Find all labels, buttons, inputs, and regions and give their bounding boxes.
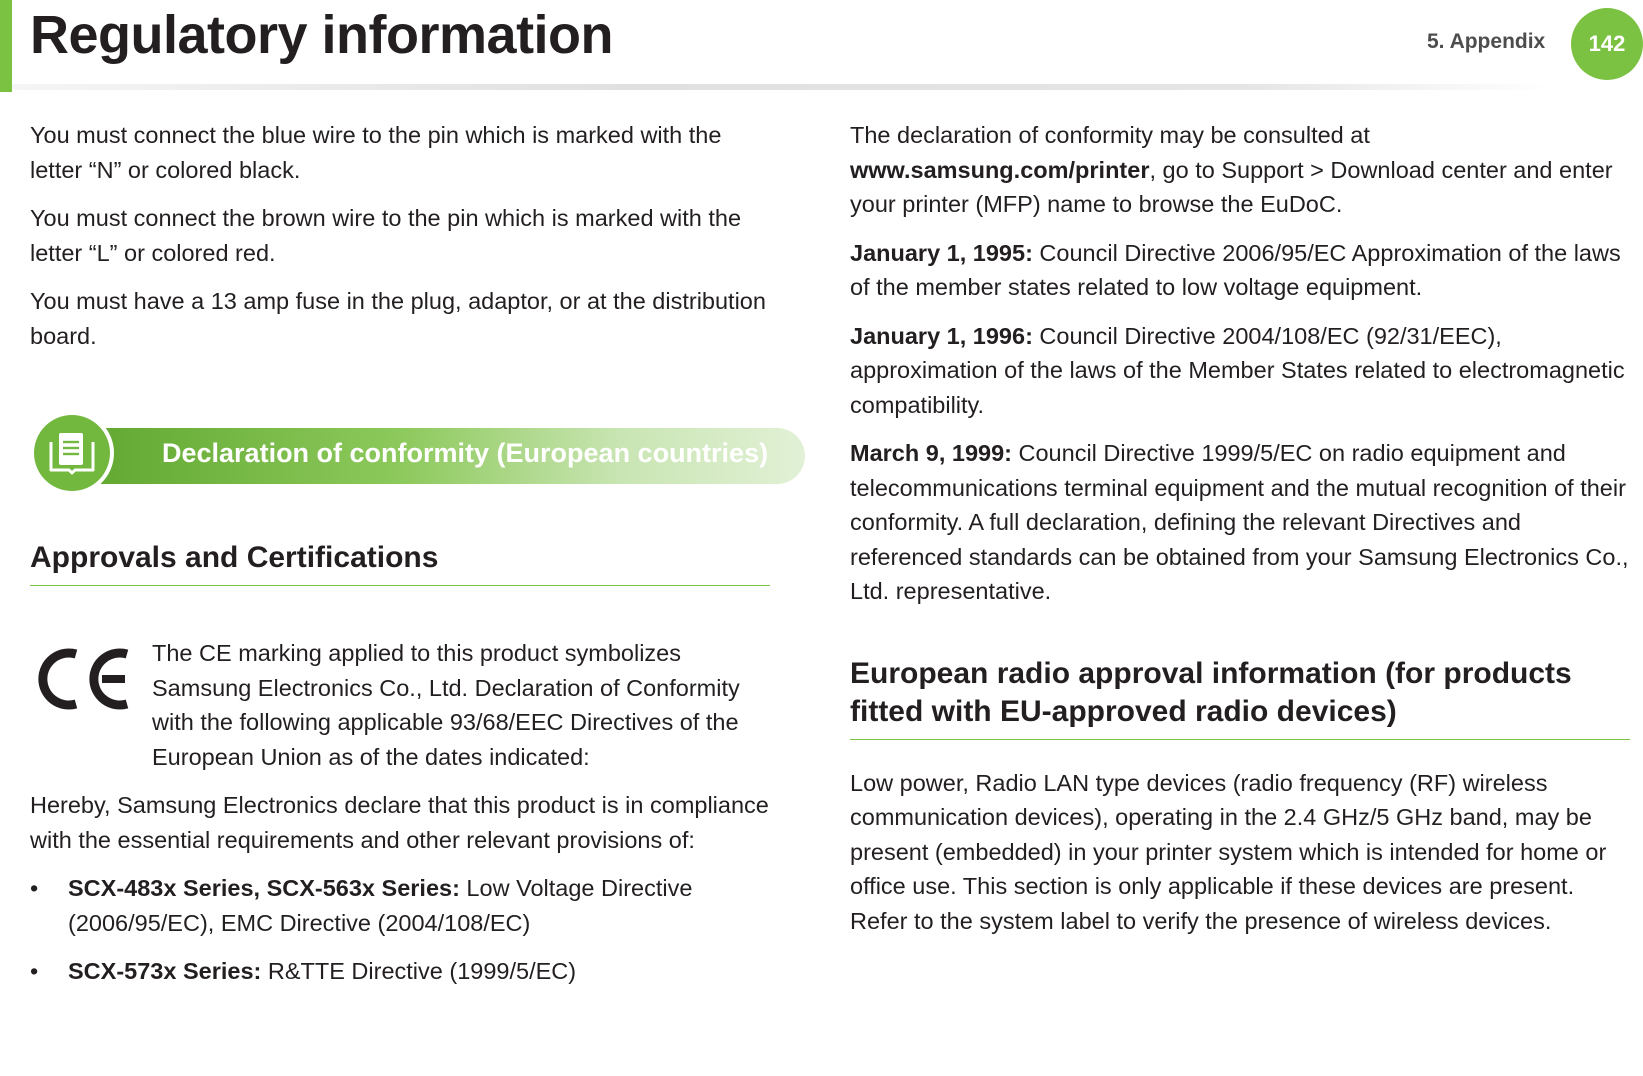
section-banner-bar — [70, 428, 805, 484]
model-label: SCX-483x Series, SCX-563x Series: — [68, 875, 460, 901]
date-label: January 1, 1996: — [850, 322, 1033, 349]
model-list — [30, 871, 770, 989]
section-banner — [30, 411, 770, 495]
wiring-paragraph-2: You must connect the brown wire to the pin which is marked with the letter “L” or colored red. — [30, 205, 742, 266]
ce-description: The CE marking applied to this product symbolizes Samsung Electronics Co., Ltd. Declaration of Conformity with the following applicable 93/68/EEC Directives of the European Union as of the dates indicated: — [152, 640, 740, 770]
section-banner-icon-ring — [30, 411, 114, 495]
header-divider — [12, 84, 1552, 90]
model-directives: R&TTE Directive (1999/5/EC) — [261, 958, 577, 984]
date-text: Council Directive 1999/5/EC on radio equipment and telecommunications terminal equipment and the mutual recognition of their conformity. A full declaration, defining the relevant Directives and referenced standards can be obtained from your Samsung Electronics Co., Ltd. representative. — [850, 440, 1629, 604]
date-entry — [850, 236, 1630, 305]
date-entry — [850, 319, 1630, 423]
fuse-paragraph: You must have a 13 amp fuse in the plug, adaptor, or at the distribution board. — [30, 288, 766, 349]
right-column — [850, 118, 1630, 952]
list-item — [30, 954, 770, 989]
doc-intro: The declaration of conformity may be consulted at — [850, 122, 1370, 148]
model-label: SCX-573x Series: — [68, 958, 262, 984]
open-book-icon — [34, 415, 110, 491]
date-text: Council Directive 2004/108/EC (92/31/EEC), approximation of the laws of the Member States related to electromagnetic compatibility. — [850, 322, 1625, 418]
page-number-badge: 142 — [1571, 8, 1643, 80]
radio-paragraph: Low power, Radio LAN type devices (radio frequency (RF) wireless communication devices), operating in the 2.4 GHz/5 GHz band, may be present (embedded) in your printer system which is intended for home or office use. This section is only applicable if these devices are present. Refer to the system label to verify the presence of wireless devices. — [850, 769, 1607, 934]
date-entry — [850, 436, 1630, 609]
header-accent-bar — [0, 0, 12, 92]
compliance-paragraph: Hereby, Samsung Electronics declare that this product is in compliance with the essential requirements and other relevant provisions of: — [30, 792, 769, 853]
ce-marking-block — [30, 636, 770, 774]
section-banner-title: Declaration of conformity (European countries) — [162, 438, 769, 468]
approvals-heading: Approvals and Certifications — [30, 539, 770, 586]
wiring-paragraph-1: You must connect the blue wire to the pin which is marked with the letter “N” or colored black. — [30, 122, 722, 183]
page-title: Regulatory information — [30, 5, 614, 65]
doc-paragraph — [850, 118, 1630, 222]
doc-rest: , go to Support > Download center and enter your printer (MFP) name to browse the EuDoC. — [850, 156, 1613, 217]
samsung-printer-link[interactable]: www.samsung.com/printer — [850, 156, 1150, 183]
date-label: March 9, 1999: — [850, 440, 1012, 466]
left-column — [30, 118, 770, 1003]
ce-mark-icon — [30, 636, 152, 774]
radio-approval-heading: European radio approval information (for products fitted with EU-approved radio devices) — [850, 655, 1630, 740]
list-item — [30, 871, 770, 940]
date-label: January 1, 1995: — [850, 239, 1033, 266]
date-text: Council Directive 2006/95/EC Approximation of the laws of the member states related to low voltage equipment. — [850, 239, 1621, 300]
model-directives: Low Voltage Directive (2006/95/EC), EMC Directive (2004/108/EC) — [68, 875, 693, 936]
chapter-label: 5. Appendix — [1427, 30, 1546, 53]
